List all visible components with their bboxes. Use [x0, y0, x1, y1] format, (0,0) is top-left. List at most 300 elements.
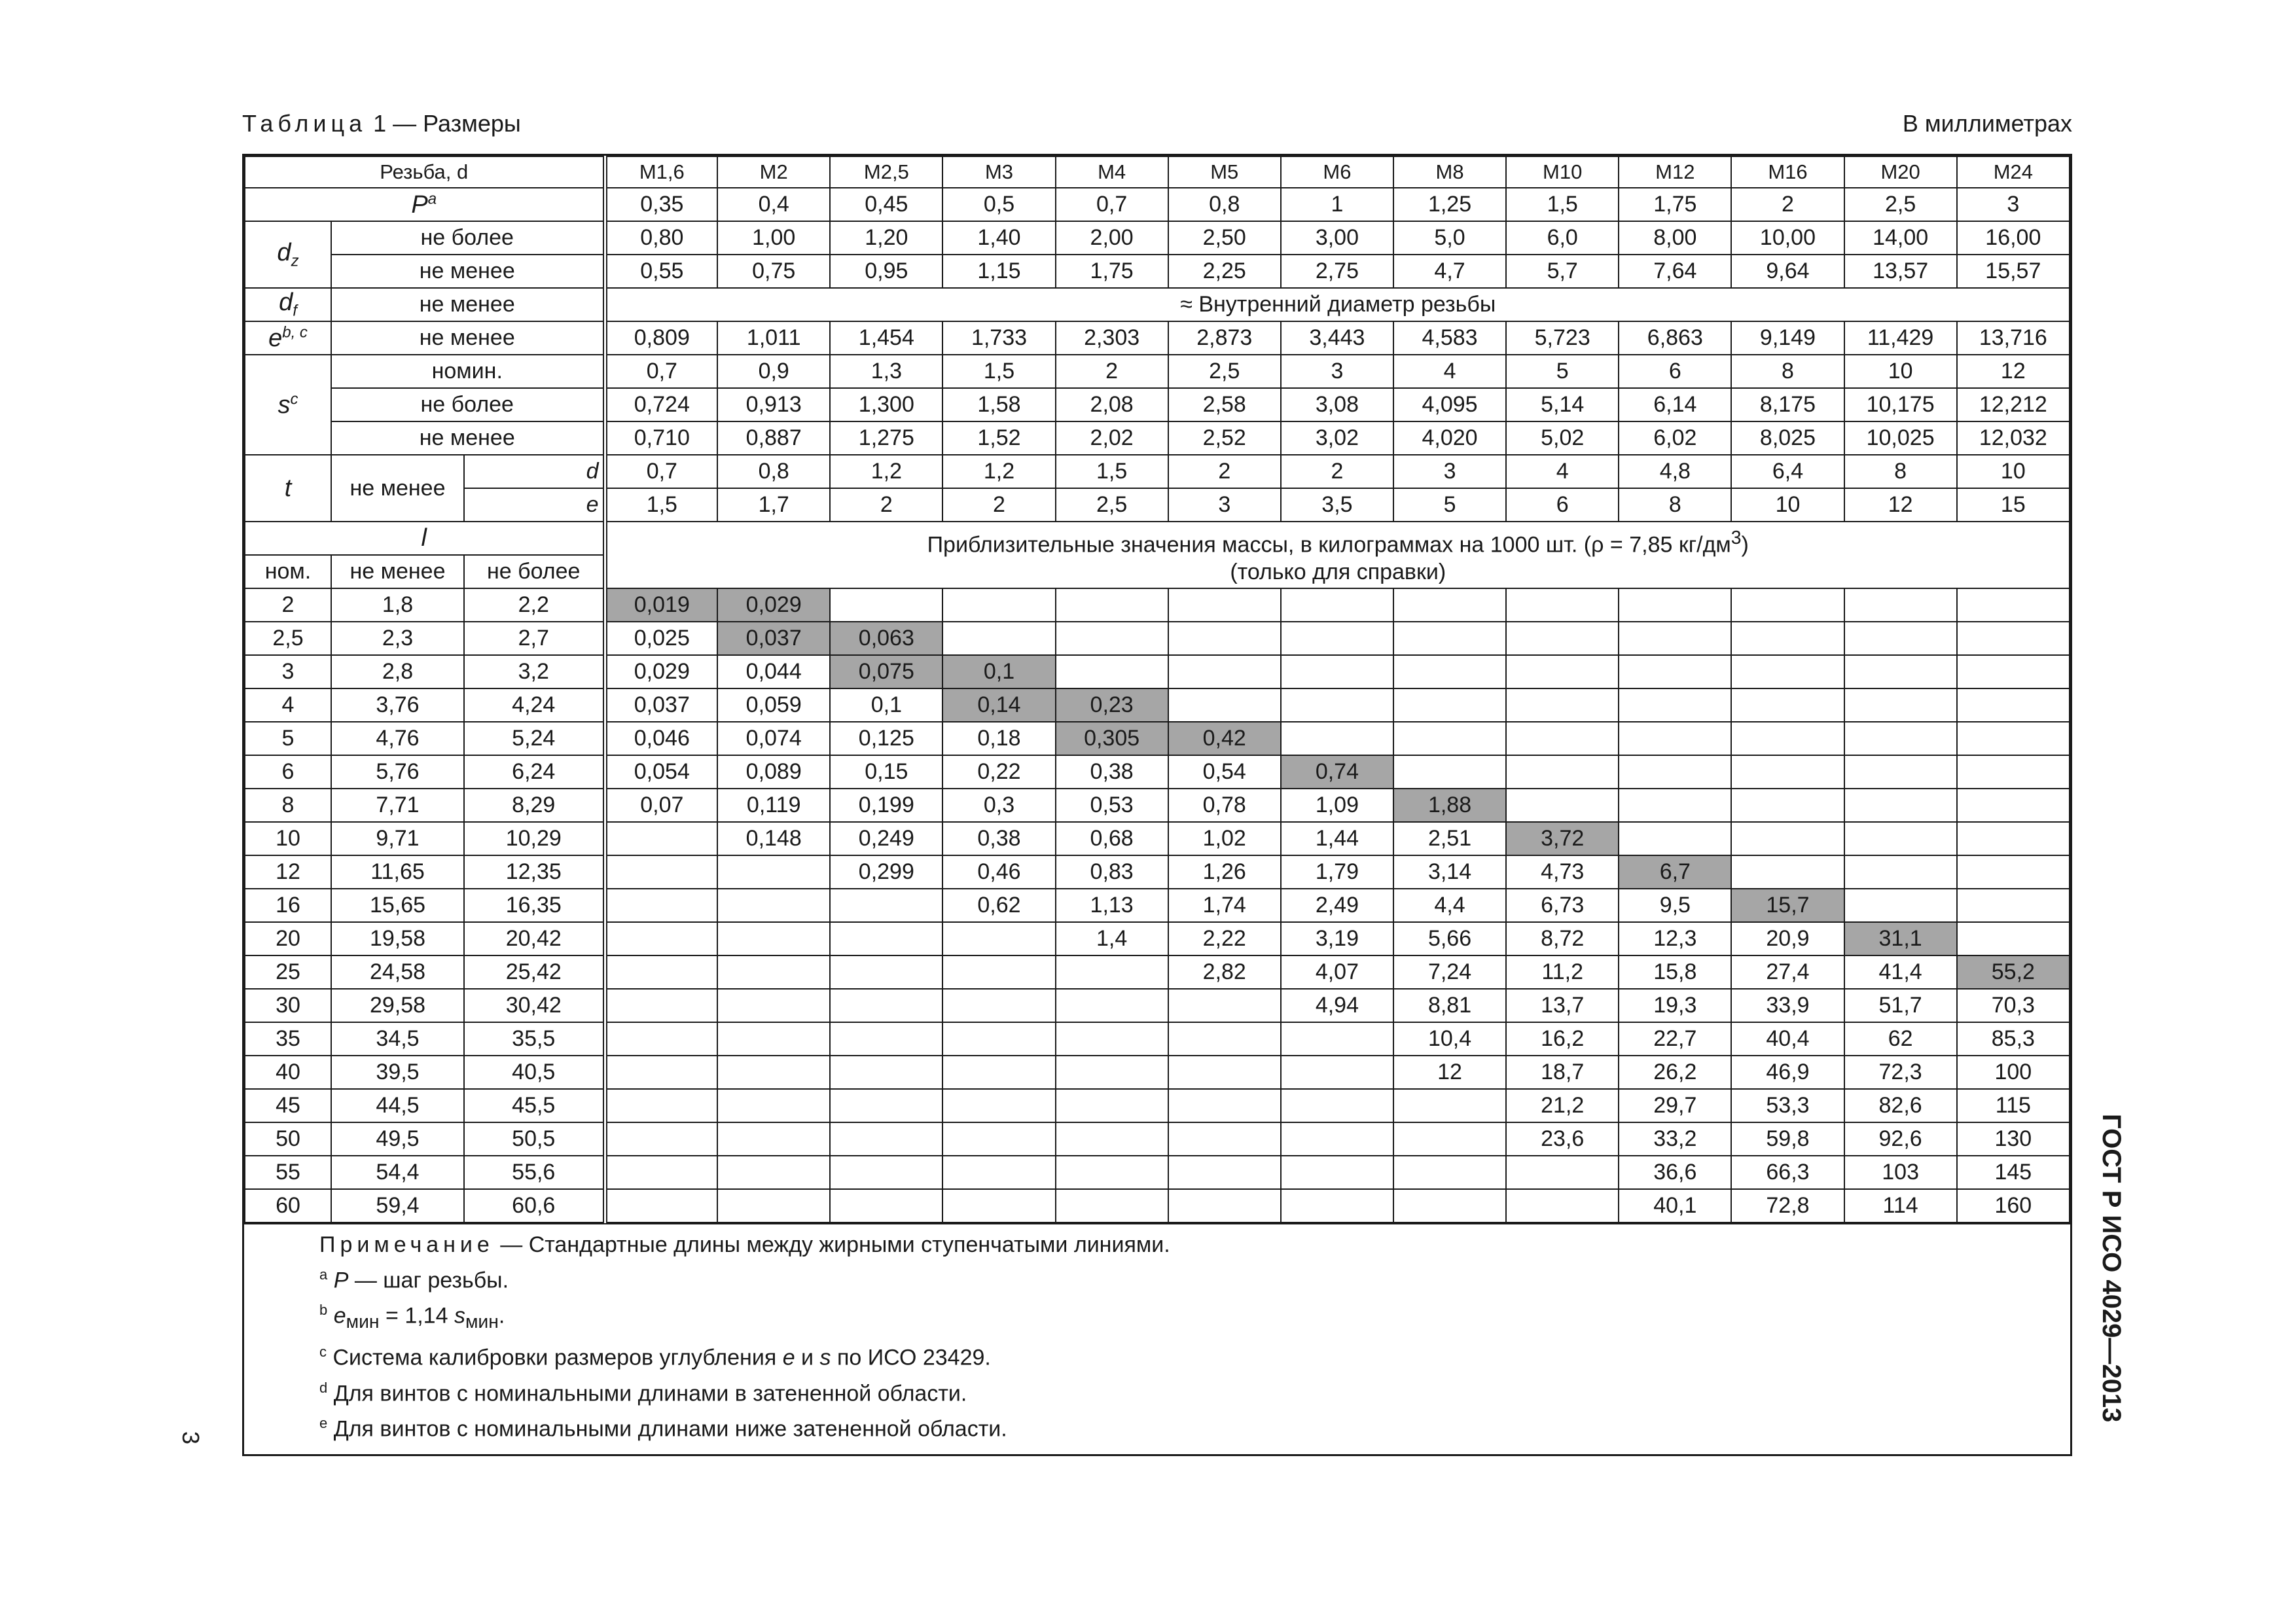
dimensions-grid: [244, 156, 2070, 1223]
length-max: 3,2: [464, 655, 605, 688]
length-max: 5,24: [464, 722, 605, 755]
row-t-e-value: 1,7: [717, 488, 830, 522]
mass-cell: 66,3: [1731, 1156, 1844, 1189]
header-row-value: M24: [1957, 156, 2070, 188]
length-max: 35,5: [464, 1022, 605, 1056]
mass-row: [245, 989, 2070, 1022]
mass-cell: 33,9: [1731, 989, 1844, 1022]
row-p-value: 0,45: [830, 188, 942, 221]
length-nom: 8: [245, 789, 331, 822]
mass-cell: 0,14: [942, 688, 1055, 722]
mass-cell: [1393, 1156, 1506, 1189]
mass-cell: 3,19: [1281, 922, 1393, 955]
row-p-value: 0,7: [1056, 188, 1168, 221]
length-min: 19,58: [331, 922, 464, 955]
mass-cell: 1,09: [1281, 789, 1393, 822]
mass-cell: [605, 889, 717, 922]
row-dz-max-value: 0,80: [605, 221, 717, 255]
header-row-value: M12: [1619, 156, 1731, 188]
mass-cell: [1844, 588, 1957, 622]
mass-cell: 0,68: [1056, 822, 1168, 855]
mass-cell: 0,74: [1281, 755, 1393, 789]
mass-cell: 3,72: [1506, 822, 1619, 855]
length-max: 2,7: [464, 622, 605, 655]
row-p-value: 1,25: [1393, 188, 1506, 221]
length-nom: 60: [245, 1189, 331, 1222]
row-dz-min-value: 1,75: [1056, 255, 1168, 288]
mass-cell: 40,4: [1731, 1022, 1844, 1056]
mass-cell: [717, 889, 830, 922]
mass-row: [245, 1189, 2070, 1222]
mass-cell: 72,3: [1844, 1056, 1957, 1089]
mass-cell: 7,24: [1393, 955, 1506, 989]
mass-row: [245, 655, 2070, 688]
length-symbol: l: [245, 522, 605, 555]
row-e-value: 5,723: [1506, 321, 1619, 355]
header-row-value: M6: [1281, 156, 1393, 188]
mass-cell: 0,15: [830, 755, 942, 789]
row-e-value: 11,429: [1844, 321, 1957, 355]
df-value: ≈ Внутренний диаметр резьбы: [605, 288, 2070, 321]
mass-cell: 27,4: [1731, 955, 1844, 989]
mass-cell: 15,8: [1619, 955, 1731, 989]
row-dz-min-value: 7,64: [1619, 255, 1731, 288]
mass-cell: [1506, 688, 1619, 722]
row-t-d-value: 3: [1393, 455, 1506, 488]
note-c: $^c$ Система калибровки размеров углубления e и s по ИСО 23429.: [319, 1344, 991, 1370]
mass-cell: [1506, 655, 1619, 688]
row-t-e-value: 2: [942, 488, 1055, 522]
length-nom: 50: [245, 1122, 331, 1156]
mass-cell: [1393, 722, 1506, 755]
row-e-value: 1,733: [942, 321, 1055, 355]
row-s-nom-value: 3: [1281, 355, 1393, 388]
mass-cell: 145: [1957, 1156, 2070, 1189]
mass-row: [245, 955, 2070, 989]
length-nom: 10: [245, 822, 331, 855]
mass-cell: [717, 1056, 830, 1089]
mass-cell: [942, 1156, 1055, 1189]
mass-cell: 0,125: [830, 722, 942, 755]
mass-row: [245, 889, 2070, 922]
mass-cell: [830, 1056, 942, 1089]
row-s-max-value: 1,300: [830, 388, 942, 421]
mass-cell: [1506, 755, 1619, 789]
s-symbol: $s^c$: [245, 355, 331, 455]
mass-cell: 29,7: [1619, 1089, 1731, 1122]
row-t-e-value: 8: [1619, 488, 1731, 522]
mass-cell: [1957, 722, 2070, 755]
row-e-value: 4,583: [1393, 321, 1506, 355]
length-nom: 40: [245, 1056, 331, 1089]
mass-cell: 1,79: [1281, 855, 1393, 889]
mass-cell: 1,44: [1281, 822, 1393, 855]
mass-cell: [1619, 622, 1731, 655]
length-nom: 4: [245, 688, 331, 722]
header-row-value: M1,6: [605, 156, 717, 188]
mass-cell: [1281, 1089, 1393, 1122]
header-row-value: M10: [1506, 156, 1619, 188]
mass-cell: 0,019: [605, 588, 717, 622]
length-max-header: не более: [464, 555, 605, 588]
length-min: 11,65: [331, 855, 464, 889]
length-min: 9,71: [331, 822, 464, 855]
mass-cell: [1056, 1122, 1168, 1156]
row-p-value: 2: [1731, 188, 1844, 221]
mass-cell: 21,2: [1506, 1089, 1619, 1122]
length-min: 4,76: [331, 722, 464, 755]
row-e-value: 1,011: [717, 321, 830, 355]
mass-row: [245, 855, 2070, 889]
row-dz-min-value: 13,57: [1844, 255, 1957, 288]
length-min: 5,76: [331, 755, 464, 789]
row-dz-min-value: 15,57: [1957, 255, 2070, 288]
mass-cell: [1168, 588, 1281, 622]
row-dz-min-value: 9,64: [1731, 255, 1844, 288]
row-dz-max-value: 10,00: [1731, 221, 1844, 255]
mass-cell: 53,3: [1731, 1089, 1844, 1122]
mass-cell: [1506, 1156, 1619, 1189]
note-e: $^e$ Для винтов с номинальными длинами ниже затененной области.: [319, 1415, 1007, 1442]
row-s-min-value: 1,275: [830, 421, 942, 455]
mass-cell: [942, 1022, 1055, 1056]
mass-cell: 4,4: [1393, 889, 1506, 922]
length-min: 1,8: [331, 588, 464, 622]
mass-cell: [1506, 1189, 1619, 1222]
row-s-nom-value: 12: [1957, 355, 2070, 388]
mass-cell: [1844, 855, 1957, 889]
row-s-nom-value: 8: [1731, 355, 1844, 388]
mass-cell: [717, 1089, 830, 1122]
row-s-nom-value: 10: [1844, 355, 1957, 388]
row-t-e: [245, 488, 2070, 522]
mass-cell: 70,3: [1957, 989, 2070, 1022]
length-nom-header: ном.: [245, 555, 331, 588]
mass-cell: 3,14: [1393, 855, 1506, 889]
mass-cell: [605, 1089, 717, 1122]
mass-cell: 0,029: [605, 655, 717, 688]
row-s-nom-value: 0,9: [717, 355, 830, 388]
note-a: $^a$ P — шаг резьбы.: [319, 1266, 509, 1293]
mass-cell: 0,249: [830, 822, 942, 855]
mass-cell: [1281, 588, 1393, 622]
mass-cell: 40,1: [1619, 1189, 1731, 1222]
mass-cell: [605, 1056, 717, 1089]
mass-cell: 160: [1957, 1189, 2070, 1222]
mass-cell: [1056, 989, 1168, 1022]
length-min: 29,58: [331, 989, 464, 1022]
mass-cell: 33,2: [1619, 1122, 1731, 1156]
length-nom: 55: [245, 1156, 331, 1189]
mass-cell: [830, 588, 942, 622]
row-s-min-value: 1,52: [942, 421, 1055, 455]
mass-cell: 26,2: [1619, 1056, 1731, 1089]
mass-cell: 0,054: [605, 755, 717, 789]
mass-cell: [1844, 622, 1957, 655]
mass-cell: 85,3: [1957, 1022, 2070, 1056]
mass-cell: 6,7: [1619, 855, 1731, 889]
mass-cell: [1056, 1022, 1168, 1056]
mass-cell: 2,82: [1168, 955, 1281, 989]
mass-cell: [830, 1122, 942, 1156]
mass-cell: 62: [1844, 1022, 1957, 1056]
row-dz-max-value: 8,00: [1619, 221, 1731, 255]
mass-cell: 31,1: [1844, 922, 1957, 955]
mass-cell: [1619, 655, 1731, 688]
row-s-min-value: 0,887: [717, 421, 830, 455]
mass-cell: [1731, 688, 1844, 722]
note-b: $^b$ $e_{мин} = 1,14$ $s_{мин}$.: [319, 1302, 505, 1333]
row-s-max-value: 0,913: [717, 388, 830, 421]
length-min: 34,5: [331, 1022, 464, 1056]
mass-cell: 0,23: [1056, 688, 1168, 722]
row-t-d-value: 6,4: [1731, 455, 1844, 488]
row-dz-max-value: 1,40: [942, 221, 1055, 255]
row-t-e-value: 6: [1506, 488, 1619, 522]
row-dz-min-value: 5,7: [1506, 255, 1619, 288]
header-row: [245, 156, 2070, 188]
row-t-d-value: 0,7: [605, 455, 717, 488]
row-t-d-value: 0,8: [717, 455, 830, 488]
mass-cell: [1168, 655, 1281, 688]
row-dz-min-value: 0,55: [605, 255, 717, 288]
mass-cell: 2,49: [1281, 889, 1393, 922]
mass-cell: [1957, 655, 2070, 688]
row-dz-min-value: 2,75: [1281, 255, 1393, 288]
mass-cell: 2,22: [1168, 922, 1281, 955]
mass-cell: 0,53: [1056, 789, 1168, 822]
mass-cell: 19,3: [1619, 989, 1731, 1022]
row-p-value: 2,5: [1844, 188, 1957, 221]
mass-cell: 13,7: [1506, 989, 1619, 1022]
length-nom: 2: [245, 588, 331, 622]
length-nom: 35: [245, 1022, 331, 1056]
t-d-label: d: [464, 455, 605, 488]
row-s-max: [245, 388, 2070, 421]
mass-cell: 0,148: [717, 822, 830, 855]
row-s-max-value: 3,08: [1281, 388, 1393, 421]
mass-row: [245, 688, 2070, 722]
row-dz-min-value: 0,75: [717, 255, 830, 288]
mass-cell: 22,7: [1619, 1022, 1731, 1056]
mass-cell: 0,119: [717, 789, 830, 822]
row-dz-min-value: 1,15: [942, 255, 1055, 288]
mass-cell: 2,51: [1393, 822, 1506, 855]
mass-cell: [1281, 1189, 1393, 1222]
mass-cell: 0,037: [605, 688, 717, 722]
mass-cell: [1844, 789, 1957, 822]
dimensions-table: [242, 154, 2072, 1456]
mass-cell: [830, 922, 942, 955]
mass-cell: [1957, 622, 2070, 655]
mass-cell: [1168, 622, 1281, 655]
mass-cell: 16,2: [1506, 1022, 1619, 1056]
mass-cell: [1056, 955, 1168, 989]
row-t-d-value: 4,8: [1619, 455, 1731, 488]
mass-cell: [1393, 622, 1506, 655]
header-row-value: M2: [717, 156, 830, 188]
row-t-d-value: 4: [1506, 455, 1619, 488]
mass-cell: 0,1: [830, 688, 942, 722]
row-e-value: 2,303: [1056, 321, 1168, 355]
mass-cell: [1393, 1122, 1506, 1156]
s-nom-label: номин.: [331, 355, 605, 388]
row-t-d-value: 1,5: [1056, 455, 1168, 488]
mass-cell: [717, 1156, 830, 1189]
mass-cell: [1056, 1156, 1168, 1189]
length-max: 55,6: [464, 1156, 605, 1189]
header-row-value: M5: [1168, 156, 1281, 188]
mass-cell: [1281, 655, 1393, 688]
e-label: не менее: [331, 321, 605, 355]
row-t-e-value: 15: [1957, 488, 2070, 522]
mass-row: [245, 789, 2070, 822]
mass-cell: [1619, 688, 1731, 722]
mass-cell: [1506, 622, 1619, 655]
row-s-nom-value: 5: [1506, 355, 1619, 388]
mass-cell: [1731, 622, 1844, 655]
row-dz-max-value: 5,0: [1393, 221, 1506, 255]
mass-cell: 103: [1844, 1156, 1957, 1189]
mass-cell: [605, 989, 717, 1022]
mass-cell: [1056, 655, 1168, 688]
length-min: 44,5: [331, 1089, 464, 1122]
length-max: 40,5: [464, 1056, 605, 1089]
mass-cell: 0,83: [1056, 855, 1168, 889]
mass-cell: [1619, 588, 1731, 622]
mass-cell: [1168, 1022, 1281, 1056]
mass-cell: 59,8: [1731, 1122, 1844, 1156]
length-min-header: не менее: [331, 555, 464, 588]
length-min: 39,5: [331, 1056, 464, 1089]
mass-cell: [1844, 655, 1957, 688]
p-label: $P^a$: [245, 188, 605, 221]
row-t-e-value: 2,5: [1056, 488, 1168, 522]
length-max: 25,42: [464, 955, 605, 989]
mass-cell: [1393, 688, 1506, 722]
row-e-value: 1,454: [830, 321, 942, 355]
note-d: $^d$ Для винтов с номинальными длинами в затененной области.: [319, 1379, 967, 1406]
row-dz-max-value: 1,00: [717, 221, 830, 255]
mass-cell: 0,46: [942, 855, 1055, 889]
row-s-nom-value: 0,7: [605, 355, 717, 388]
mass-cell: [1393, 755, 1506, 789]
mass-cell: [1393, 588, 1506, 622]
mass-cell: 41,4: [1844, 955, 1957, 989]
mass-cell: [1168, 1122, 1281, 1156]
length-min: 49,5: [331, 1122, 464, 1156]
length-min: 59,4: [331, 1189, 464, 1222]
row-dz-max-value: 6,0: [1506, 221, 1619, 255]
row-e: [245, 321, 2070, 355]
mass-cell: [1281, 722, 1393, 755]
length-max: 20,42: [464, 922, 605, 955]
mass-row: [245, 1122, 2070, 1156]
note-main: Примечание — Стандартные длины между жирными ступенчатыми линиями.: [319, 1232, 1170, 1257]
length-nom: 45: [245, 1089, 331, 1122]
row-s-min-value: 2,02: [1056, 421, 1168, 455]
mass-cell: 0,074: [717, 722, 830, 755]
dz-symbol: $d_z$: [245, 221, 331, 288]
mass-cell: [1731, 822, 1844, 855]
row-dz-max-value: 2,00: [1056, 221, 1168, 255]
mass-cell: 11,2: [1506, 955, 1619, 989]
mass-cell: 4,07: [1281, 955, 1393, 989]
row-s-max-value: 6,14: [1619, 388, 1731, 421]
mass-cell: 0,54: [1168, 755, 1281, 789]
mass-cell: [1056, 588, 1168, 622]
mass-cell: 130: [1957, 1122, 2070, 1156]
mass-header: Приблизительные значения массы, в килограммах на 1000 шт. (ρ = 7,85 $кг/дм^3$) (только для справки): [605, 522, 2070, 588]
mass-row: [245, 922, 2070, 955]
row-s-nom-value: 2,5: [1168, 355, 1281, 388]
mass-cell: [1281, 1022, 1393, 1056]
mass-row: [245, 722, 2070, 755]
mass-cell: 82,6: [1844, 1089, 1957, 1122]
row-t-d-value: 2: [1168, 455, 1281, 488]
mass-cell: [1957, 822, 2070, 855]
mass-cell: [1731, 789, 1844, 822]
mass-cell: [830, 1089, 942, 1122]
length-nom: 16: [245, 889, 331, 922]
row-s-max-value: 12,212: [1957, 388, 2070, 421]
mass-cell: [1844, 722, 1957, 755]
mass-cell: [605, 1156, 717, 1189]
mass-cell: 0,037: [717, 622, 830, 655]
mass-cell: [1619, 722, 1731, 755]
row-p-value: 1,75: [1619, 188, 1731, 221]
mass-cell: 5,66: [1393, 922, 1506, 955]
mass-cell: [1844, 822, 1957, 855]
mass-cell: 8,81: [1393, 989, 1506, 1022]
mass-cell: 51,7: [1844, 989, 1957, 1022]
row-dz-max-value: 14,00: [1844, 221, 1957, 255]
length-min: 15,65: [331, 889, 464, 922]
row-dz-min: [245, 255, 2070, 288]
mass-cell: 1,74: [1168, 889, 1281, 922]
length-min: 7,71: [331, 789, 464, 822]
row-t-e-value: 2: [830, 488, 942, 522]
row-s-max-value: 10,175: [1844, 388, 1957, 421]
row-s-min-value: 12,032: [1957, 421, 2070, 455]
length-max: 4,24: [464, 688, 605, 722]
mass-cell: [1168, 688, 1281, 722]
table-body: [245, 156, 2070, 1222]
row-p-value: 0,8: [1168, 188, 1281, 221]
row-s-min-value: 2,52: [1168, 421, 1281, 455]
mass-cell: [942, 989, 1055, 1022]
length-min: 2,8: [331, 655, 464, 688]
mass-cell: [717, 989, 830, 1022]
mass-row: [245, 755, 2070, 789]
mass-cell: [1731, 855, 1844, 889]
mass-cell: 0,18: [942, 722, 1055, 755]
mass-row: [245, 822, 2070, 855]
length-nom: 5: [245, 722, 331, 755]
row-p: [245, 188, 2070, 221]
row-t-e-value: 10: [1731, 488, 1844, 522]
mass-cell: [830, 989, 942, 1022]
length-max: 60,6: [464, 1189, 605, 1222]
length-nom: 30: [245, 989, 331, 1022]
length-max: 45,5: [464, 1089, 605, 1122]
header-row-value: M16: [1731, 156, 1844, 188]
s-min-label: не менее: [331, 421, 605, 455]
mass-cell: 1,4: [1056, 922, 1168, 955]
mass-cell: [1168, 989, 1281, 1022]
row-t-d-value: 1,2: [830, 455, 942, 488]
dz-max-label: не более: [331, 221, 605, 255]
